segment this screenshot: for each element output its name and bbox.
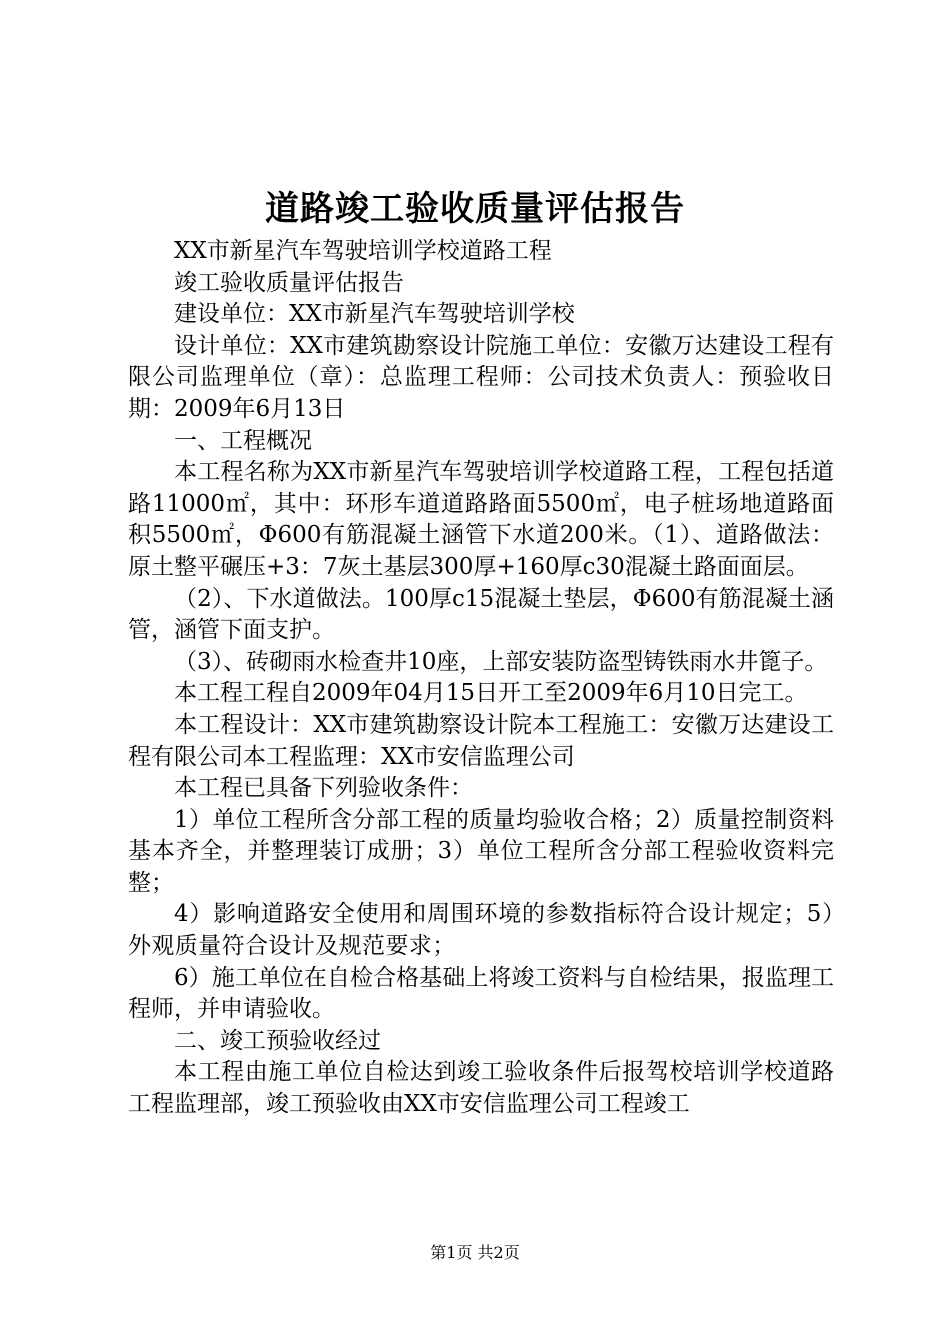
- paragraph-schedule: 本工程工程自2009年04月15日开工至2009年6月10日完工。: [174, 680, 808, 707]
- paragraph-conditions-intro: 本工程已具备下列验收条件：: [174, 775, 473, 802]
- paragraph-drainage-method: （2）、下水道做法。100厚c15混凝土垫层，Φ600有筋混凝土涵管，涵管下面支护。: [128, 585, 834, 644]
- paragraph-conditions-4-5: 4）影响道路安全使用和周围环境的参数指标符合设计规定；5）外观质量符合设计及规范要求；: [128, 901, 834, 960]
- paragraph-project-name: XX市新星汽车驾驶培训学校道路工程: [174, 238, 552, 264]
- page-number-footer: 第1页 共2页: [430, 1243, 520, 1262]
- paragraph-conditions-6: 6）施工单位在自检合格基础上将竣工资料与自检结果，报监理工程师，并申请验收。: [128, 964, 834, 1023]
- paragraph-parties: 本工程设计：XX市建筑勘察设计院本工程施工：安徽万达建设工程有限公司本工程监理：XX市安信监理公司: [128, 711, 834, 770]
- section-heading-overview: 一、工程概况: [174, 427, 312, 454]
- document-body: [128, 236, 834, 1121]
- paragraph-report-name: 竣工验收质量评估报告: [174, 269, 404, 296]
- paragraph-construction-unit: 建设单位：XX市新星汽车驾驶培训学校: [174, 301, 575, 328]
- paragraph-inspection-wells: （3）、砖砌雨水检查井10座，上部安装防盗型铸铁雨水井篦子。: [174, 648, 828, 675]
- section-heading-pre-acceptance: 二、竣工预验收经过: [174, 1027, 381, 1054]
- paragraph-conditions-1-3: 1）单位工程所含分部工程的质量均验收合格；2）质量控制资料基本齐全，并整理装订成册；3）单位工程所含分部工程验收资料完整；: [128, 806, 834, 896]
- document-title: 道路竣工验收质量评估报告: [265, 189, 685, 229]
- paragraph-pre-acceptance: 本工程由施工单位自检达到竣工验收条件后报驾校培训学校道路工程监理部，竣工预验收由XX市安信监理公司工程竣工: [128, 1059, 834, 1118]
- paragraph-project-scope: 本工程名称为XX市新星汽车驾驶培训学校道路工程，工程包括道路11000㎡，其中：环形车道道路路面5500㎡，电子桩场地道路面积5500㎡，Φ600有筋混凝土涵管下水道200米。（1）、道路做法：原土整平碾压+3：7灰土基层300厚+160厚c30混凝土路面面层。: [128, 459, 834, 580]
- paragraph-design-unit: 设计单位：XX市建筑勘察设计院施工单位：安徽万达建设工程有限公司监理单位（章）：总监理工程师：公司技术负责人：预验收日期：2009年6月13日: [128, 332, 834, 422]
